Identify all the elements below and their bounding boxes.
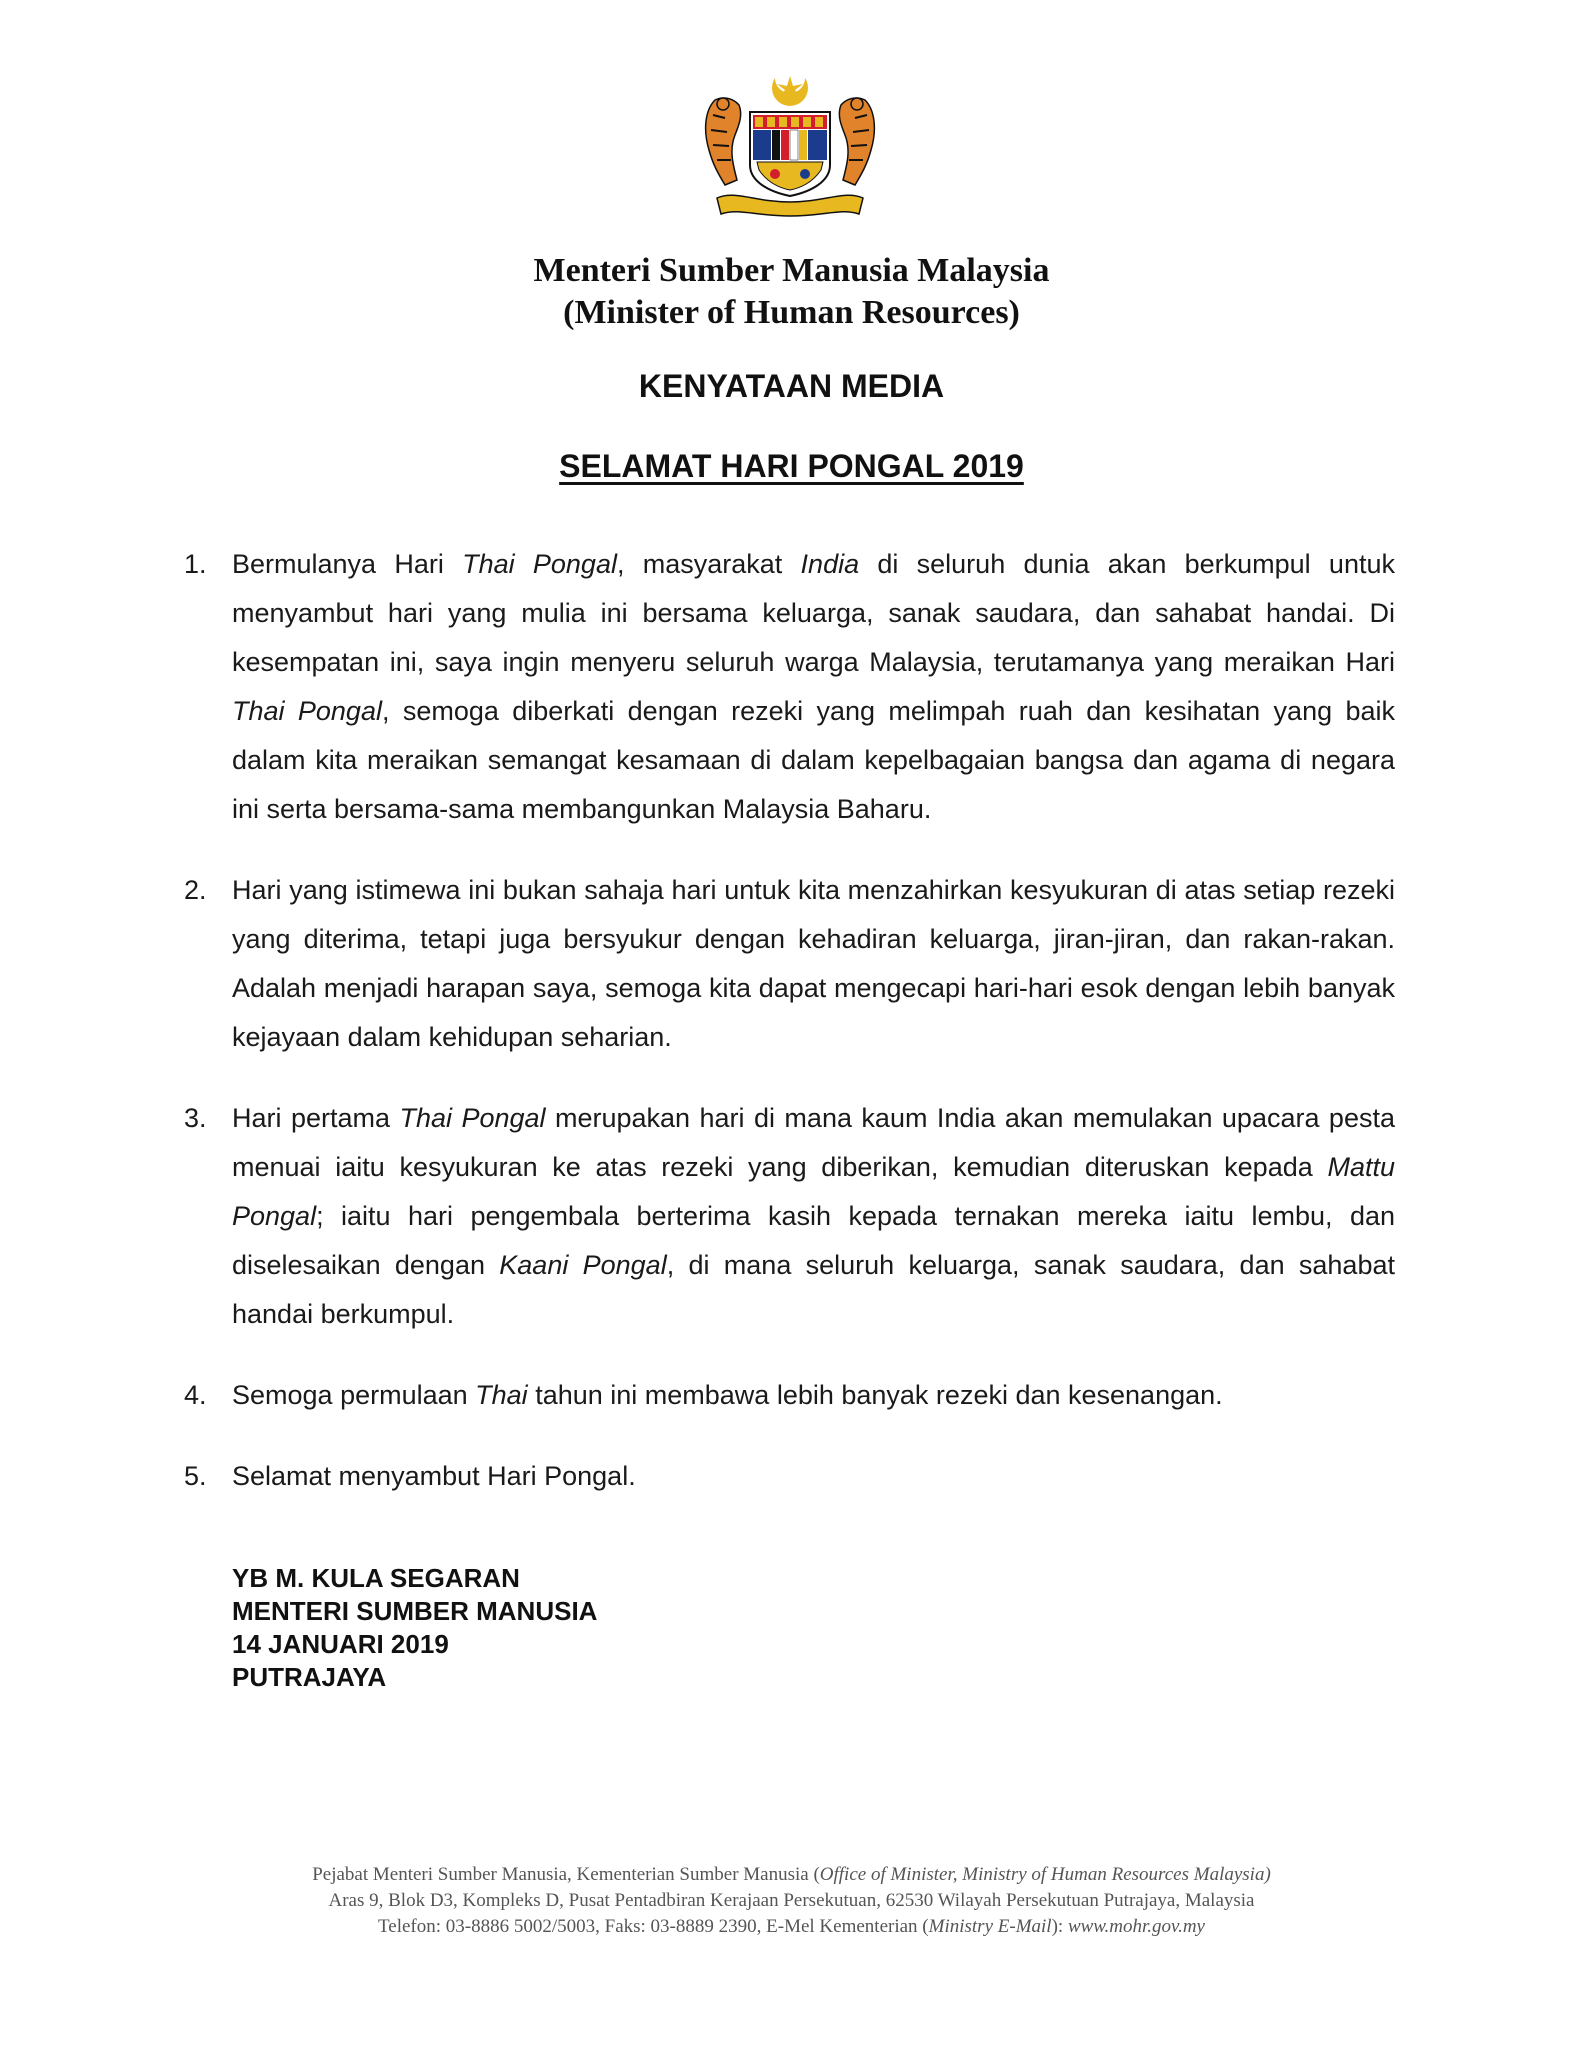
paragraph-number: 3. (184, 1103, 207, 1133)
document-subject: SELAMAT HARI PONGAL 2019 (559, 448, 1024, 484)
paragraph-text: Bermulanya Hari Thai Pongal, masyarakat India di seluruh dunia akan berkumpul untuk menyambut hari yang mulia ini bersama keluarga, sanak saudara, dan sahabat handai. Di kesempatan ini, saya ingin menyeru seluruh warga Malaysia, terutamanya yang meraikan Hari Thai Pongal, semoga diberkati dengan rezeki yang melimpah ruah dan kesihatan yang baik dalam kita meraikan semangat kesamaan di dalam kepelbagaian bangsa dan agama di negara ini serta bersama-sama membangunkan Malaysia Baharu. (232, 549, 1395, 824)
footer-office-line: Pejabat Menteri Sumber Manusia, Kementerian Sumber Manusia (Office of Minister, Ministry of Human Resources Malaysia) (312, 1864, 1271, 1885)
office-title: Menteri Sumber Manusia Malaysia (533, 252, 1050, 289)
page-footer (0, 1862, 1583, 1940)
paragraph-text: Hari pertama Thai Pongal merupakan hari di mana kaum India akan memulakan upacara pesta menuai iaitu kesyukuran ke atas rezeki yang diberikan, kemudian diteruskan kepada Mattu Pongal; iaitu hari pengembala berterima kasih kepada ternakan mereka iaitu lembu, dan diselesaikan dengan Kaani Pongal, di mana seluruh keluarga, sanak saudara, dan sahabat handai berkumpul. (232, 1103, 1395, 1329)
motto-scroll (717, 195, 863, 216)
signature-date: 14 JANUARI 2019 (232, 1629, 449, 1659)
paragraph-number: 1. (184, 549, 207, 579)
footer-address-line: Aras 9, Blok D3, Kompleks D, Pusat Pentadbiran Kerajaan Persekutuan, 62530 Wilayah Persekutuan Putrajaya, Malaysia (328, 1890, 1255, 1911)
shield-icon (750, 112, 830, 196)
document-type: KENYATAAN MEDIA (638, 368, 945, 404)
paragraph-text: Selamat menyambut Hari Pongal. (232, 1461, 636, 1491)
footer-contact-line: Telefon: 03-8886 5002/5003, Faks: 03-8889 2390, E-Mel Kementerian (Ministry E-Mail): www.mohr.gov.my (378, 1916, 1205, 1937)
statement-body (180, 540, 1395, 1533)
paragraph-number: 5. (184, 1461, 207, 1491)
paragraph-5 (180, 1452, 1395, 1501)
signatory-name: YB M. KULA SEGARAN (232, 1563, 520, 1593)
signature-place: PUTRAJAYA (232, 1662, 387, 1692)
office-title-english: (Minister of Human Resources) (563, 294, 1020, 331)
left-tiger-icon (706, 98, 741, 185)
website-link[interactable]: www.mohr.gov.my (1067, 1916, 1205, 1937)
paragraph-4 (180, 1371, 1395, 1420)
signature-block (232, 1562, 597, 1694)
paragraph-number: 2. (184, 875, 207, 905)
paragraph-1 (180, 540, 1395, 834)
right-tiger-icon (839, 98, 874, 185)
paragraph-2 (180, 866, 1395, 1062)
paragraph-number: 4. (184, 1380, 207, 1410)
paragraph-text: Semoga permulaan Thai tahun ini membawa lebih banyak rezeki dan kesenangan. (232, 1380, 1223, 1410)
coat-of-arms-logo (695, 70, 885, 220)
signatory-position: MENTERI SUMBER MANUSIA (232, 1596, 598, 1626)
paragraph-3 (180, 1094, 1395, 1339)
paragraph-text: Hari yang istimewa ini bukan sahaja hari untuk kita menzahirkan kesyukuran di atas setiap rezeki yang diterima, tetapi juga bersyukur dengan kehadiran keluarga, jiran-jiran, dan rakan-rakan. Adalah menjadi harapan saya, semoga kita dapat mengecapi hari-hari esok dengan lebih banyak kejayaan dalam kehidupan seharian. (232, 875, 1395, 1052)
